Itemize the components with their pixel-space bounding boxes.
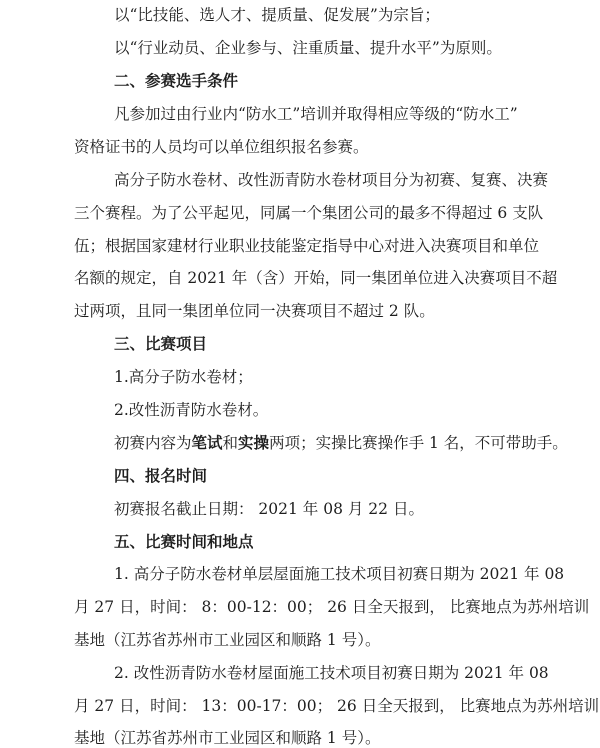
paragraph-line: 三个赛程。为了公平起见，同属一个集团公司的最多不得超过 6 支队 (74, 204, 544, 222)
content-text: 和 (222, 434, 239, 452)
section-heading-5: 五、比赛时间和地点 (114, 532, 254, 551)
section-heading-3: 三、比赛项目 (114, 334, 208, 353)
paragraph-line: 过两项，且同一集团单位同一决赛项目不超过 2 队。 (74, 302, 435, 320)
paragraph-line: 月 27 日，时间： 13：00-17：00； 26 日全天报到， 比赛地点为苏州培训 (74, 697, 600, 715)
paragraph-line: 伍；根据国家建材行业职业技能鉴定指导中心对进入决赛项目和单位 (74, 237, 540, 255)
paragraph-line: 资格证书的人员均可以单位组织报名参赛。 (74, 138, 369, 156)
paragraph-line: 月 27 日，时间： 8：00-12：00； 26 日全天报到， 比赛地点为苏州培训 (74, 598, 590, 616)
paragraph-line: 基地（江苏省苏州市工业园区和顺路 1 号）。 (74, 729, 381, 747)
paragraph-line: 2. 改性沥青防水卷材屋面施工技术项目初赛日期为 2021 年 08 (114, 664, 549, 682)
registration-deadline: 初赛报名截止日期： 2021 年 08 月 22 日。 (114, 500, 424, 518)
content-text: 两项；实操比赛操作手 1 名，不可带助手。 (269, 434, 568, 452)
list-item: 2.改性沥青防水卷材。 (114, 401, 269, 419)
content-line (114, 433, 568, 453)
practical-test-term: 实操 (238, 433, 270, 452)
section-heading-4: 四、报名时间 (114, 466, 208, 485)
paragraph-line: 高分子防水卷材、改性沥青防水卷材项目分为初赛、复赛、决赛 (114, 171, 549, 189)
paragraph-line: 名额的规定，自 2021 年（含）开始，同一集团单位进入决赛项目不超 (74, 269, 558, 287)
section-heading-2: 二、参赛选手条件 (114, 71, 239, 90)
paragraph-line: 1. 高分子防水卷材单层屋面施工技术项目初赛日期为 2021 年 08 (114, 565, 565, 583)
principle-line-2: 以“行业动员、企业参与、注重质量、提升水平”为原则。 (114, 39, 502, 57)
content-text: 初赛内容为 (114, 434, 192, 452)
list-item: 1.高分子防水卷材； (114, 368, 253, 386)
written-test-term: 笔试 (191, 433, 223, 452)
paragraph-line: 凡参加过由行业内“防水工”培训并取得相应等级的“防水工” (114, 105, 518, 123)
paragraph-line: 基地（江苏省苏州市工业园区和顺路 1 号）。 (74, 631, 381, 649)
principle-line-1: 以“比技能、选人才、提质量、促发展”为宗旨； (114, 6, 440, 24)
